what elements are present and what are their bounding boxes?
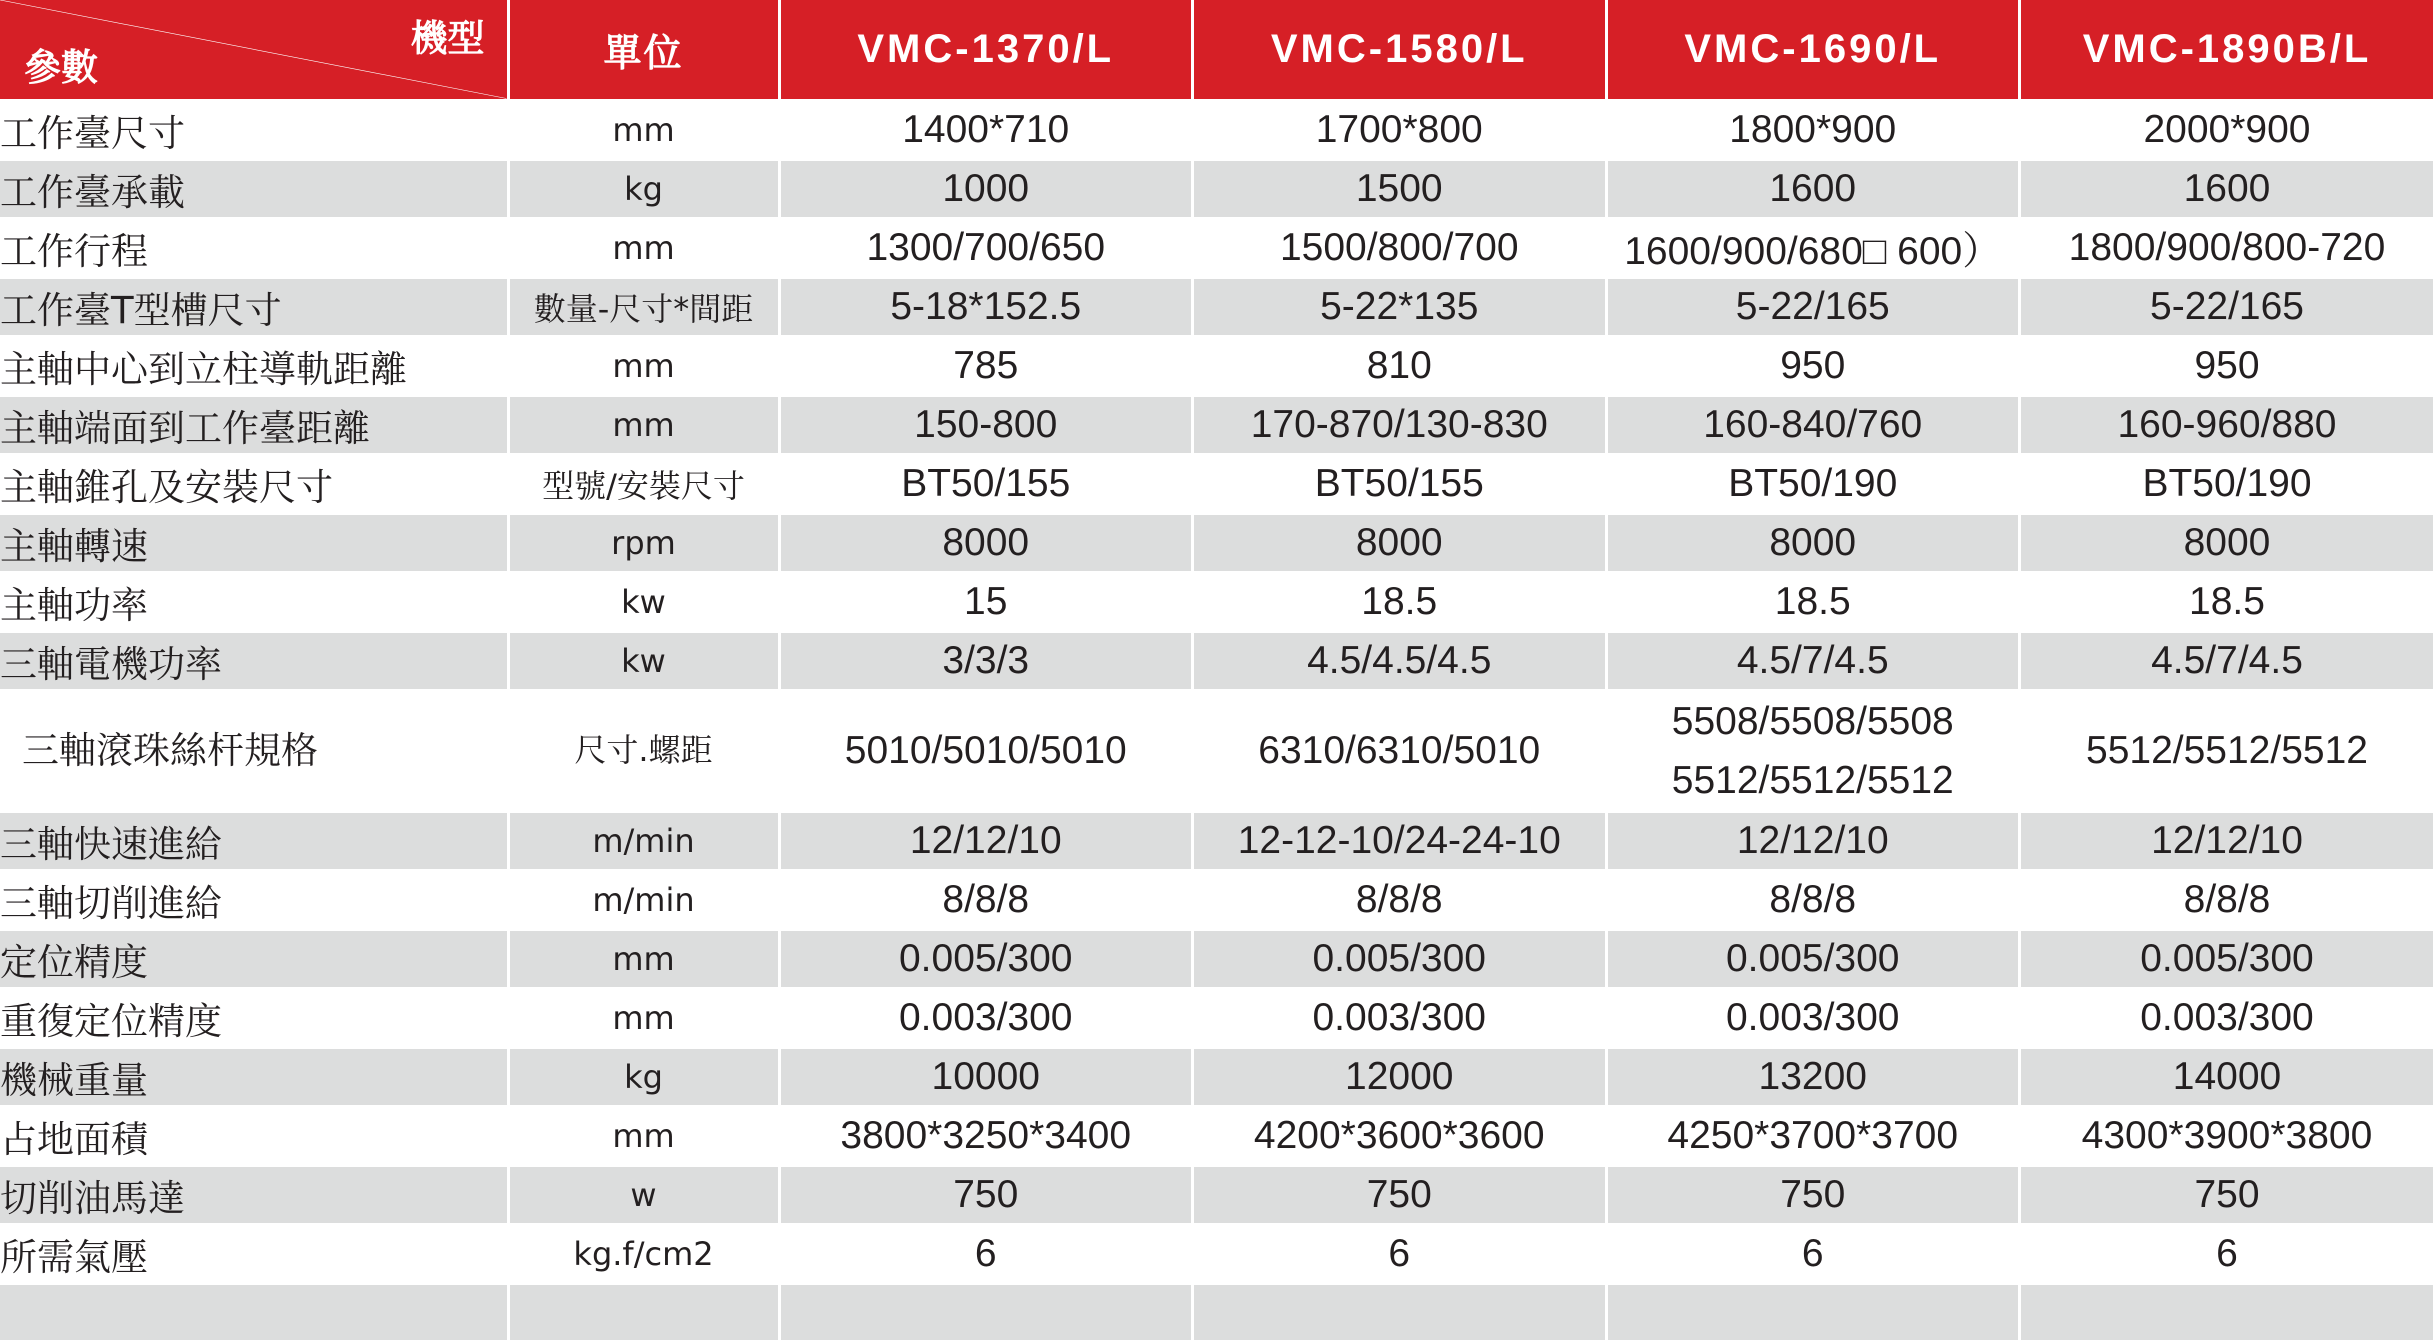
table-header: [0, 0, 2433, 100]
value-cell: 2000*900: [2020, 100, 2433, 159]
value-cell: 12000: [1193, 1047, 1607, 1106]
unit-cell: rpm: [508, 513, 779, 572]
value-cell: 1700*800: [1193, 100, 1607, 159]
value-cell: 5512/5512/5512: [2020, 690, 2433, 811]
value-cell: 4300*3900*3800: [2020, 1106, 2433, 1165]
param-label: 工作行程: [0, 218, 508, 277]
value-cell: 8000: [1193, 513, 1607, 572]
value-cell: 950: [1606, 336, 2020, 395]
param-label: 工作臺承載: [0, 159, 508, 218]
unit-cell: mm: [508, 929, 779, 988]
value-cell: 5-22/165: [1606, 277, 2020, 336]
header-row: [0, 0, 2433, 100]
value-cell: 6: [2020, 1224, 2433, 1283]
value-cell: 0.003/300: [1193, 988, 1607, 1047]
value-cell: 160-960/880: [2020, 395, 2433, 454]
value-cell: 12/12/10: [779, 811, 1193, 870]
value-cell: 0.005/300: [779, 929, 1193, 988]
value-cell: BT50/155: [1193, 454, 1607, 513]
value-cell: 1400*710: [779, 100, 1193, 159]
value-cell: 8/8/8: [1606, 870, 2020, 929]
value-cell: 4200*3600*3600: [1193, 1106, 1607, 1165]
model-header-vmc-1580: VMC-1580/L: [1193, 0, 1607, 100]
unit-column-header: 單位: [508, 0, 779, 100]
empty-cell: [2020, 1283, 2433, 1341]
value-cell: BT50/190: [1606, 454, 2020, 513]
param-label: 主軸端面到工作臺距離: [0, 395, 508, 454]
table-row: [0, 631, 2433, 690]
value-cell: 5-18*152.5: [779, 277, 1193, 336]
value-cell: 4.5/7/4.5: [2020, 631, 2433, 690]
value-cell: 8000: [2020, 513, 2433, 572]
value-cell: 0.003/300: [1606, 988, 2020, 1047]
param-label: 工作臺T型槽尺寸: [0, 277, 508, 336]
value-cell: 950: [2020, 336, 2433, 395]
corner-header-cell: [0, 0, 508, 100]
value-cell: 160-840/760: [1606, 395, 2020, 454]
value-cell: 6: [1193, 1224, 1607, 1283]
value-cell: 750: [779, 1165, 1193, 1224]
value-cell: 0.005/300: [1193, 929, 1607, 988]
unit-cell: w: [508, 1165, 779, 1224]
table-row: [0, 870, 2433, 929]
unit-cell: kg: [508, 1047, 779, 1106]
unit-cell: 型號/安裝尺寸: [508, 454, 779, 513]
empty-cell: [508, 1283, 779, 1341]
unit-cell: kw: [508, 572, 779, 631]
value-cell: 150-800: [779, 395, 1193, 454]
value-cell: 0.005/300: [2020, 929, 2433, 988]
value-cell: 18.5: [1193, 572, 1607, 631]
value-line: 5512/5512/5512: [1608, 751, 2019, 810]
value-cell: 8000: [779, 513, 1193, 572]
table-row: [0, 1224, 2433, 1283]
empty-cell: [1606, 1283, 2020, 1341]
table-row: [0, 572, 2433, 631]
param-label: 重復定位精度: [0, 988, 508, 1047]
value-cell: 1500: [1193, 159, 1607, 218]
value-cell: 6310/6310/5010: [1193, 690, 1607, 811]
unit-cell: 數量-尺寸*間距: [508, 277, 779, 336]
value-cell: 1800*900: [1606, 100, 2020, 159]
model-axis-label: 機型: [411, 8, 485, 62]
value-cell: 1500/800/700: [1193, 218, 1607, 277]
table-row: [0, 1165, 2433, 1224]
value-cell: 0.005/300: [1606, 929, 2020, 988]
value-cell: 170-870/130-830: [1193, 395, 1607, 454]
param-label: 占地面積: [0, 1106, 508, 1165]
param-label: 三軸電機功率: [0, 631, 508, 690]
unit-cell: m/min: [508, 811, 779, 870]
param-label: 所需氣壓: [0, 1224, 508, 1283]
value-line: 5508/5508/5508: [1608, 692, 2019, 751]
unit-cell: kw: [508, 631, 779, 690]
unit-cell: mm: [508, 1106, 779, 1165]
table-row: [0, 336, 2433, 395]
value-cell: 15: [779, 572, 1193, 631]
value-cell: 4250*3700*3700: [1606, 1106, 2020, 1165]
value-cell: 750: [2020, 1165, 2433, 1224]
value-cell: 0.003/300: [2020, 988, 2433, 1047]
value-cell: 1600/900/680□ 600）: [1606, 218, 2020, 277]
param-label: 定位精度: [0, 929, 508, 988]
value-cell: 8000: [1606, 513, 2020, 572]
param-label: 三軸切削進給: [0, 870, 508, 929]
param-label: 主軸功率: [0, 572, 508, 631]
value-cell: BT50/155: [779, 454, 1193, 513]
empty-cell: [1193, 1283, 1607, 1341]
value-cell: 750: [1193, 1165, 1607, 1224]
value-cell: 6: [779, 1224, 1193, 1283]
value-cell: 785: [779, 336, 1193, 395]
value-cell: 4.5/7/4.5: [1606, 631, 2020, 690]
table-row: [0, 454, 2433, 513]
value-cell: 5010/5010/5010: [779, 690, 1193, 811]
param-label: 主軸中心到立柱導軌距離: [0, 336, 508, 395]
value-cell: 14000: [2020, 1047, 2433, 1106]
table-row: [0, 100, 2433, 159]
value-cell: 1800/900/800-720: [2020, 218, 2433, 277]
model-header-vmc-1690: VMC-1690/L: [1606, 0, 2020, 100]
empty-cell: [779, 1283, 1193, 1341]
unit-cell: m/min: [508, 870, 779, 929]
table-row: [0, 1047, 2433, 1106]
value-cell: 10000: [779, 1047, 1193, 1106]
value-cell: 8/8/8: [2020, 870, 2433, 929]
param-label: 主軸錐孔及安裝尺寸: [0, 454, 508, 513]
table-body: [0, 100, 2433, 1341]
value-cell: 8/8/8: [1193, 870, 1607, 929]
parameter-axis-label: 參數: [24, 37, 98, 91]
value-cell: 1600: [1606, 159, 2020, 218]
value-cell: BT50/190: [2020, 454, 2433, 513]
table-row: [0, 929, 2433, 988]
value-cell: 3/3/3: [779, 631, 1193, 690]
param-label: 機械重量: [0, 1047, 508, 1106]
value-cell: 8/8/8: [779, 870, 1193, 929]
value-cell: 18.5: [2020, 572, 2433, 631]
value-cell: 810: [1193, 336, 1607, 395]
value-cell: 18.5: [1606, 572, 2020, 631]
table-row: [0, 218, 2433, 277]
param-label: 主軸轉速: [0, 513, 508, 572]
table-row: [0, 988, 2433, 1047]
value-cell: 6: [1606, 1224, 2020, 1283]
value-cell-multiline: [1606, 690, 2020, 811]
empty-row: [0, 1283, 2433, 1341]
param-label: 三軸快速進給: [0, 811, 508, 870]
value-cell: 5-22/165: [2020, 277, 2433, 336]
value-cell: 1600: [2020, 159, 2433, 218]
value-cell: 12/12/10: [2020, 811, 2433, 870]
value-cell: 12-12-10/24-24-10: [1193, 811, 1607, 870]
value-cell: 1000: [779, 159, 1193, 218]
table-row: [0, 811, 2433, 870]
value-cell: 4.5/4.5/4.5: [1193, 631, 1607, 690]
value-cell: 3800*3250*3400: [779, 1106, 1193, 1165]
unit-cell: mm: [508, 336, 779, 395]
table-row: [0, 1106, 2433, 1165]
unit-cell: mm: [508, 988, 779, 1047]
value-cell: 0.003/300: [779, 988, 1193, 1047]
param-label: 工作臺尺寸: [0, 100, 508, 159]
unit-cell: mm: [508, 218, 779, 277]
value-cell: 5-22*135: [1193, 277, 1607, 336]
table-row: [0, 159, 2433, 218]
unit-cell: 尺寸.螺距: [508, 690, 779, 811]
value-cell: 750: [1606, 1165, 2020, 1224]
table-row: [0, 395, 2433, 454]
param-label: 切削油馬達: [0, 1165, 508, 1224]
model-header-vmc-1890b: VMC-1890B/L: [2020, 0, 2433, 100]
table-row: [0, 690, 2433, 811]
model-header-vmc-1370: VMC-1370/L: [779, 0, 1193, 100]
empty-cell: [0, 1283, 508, 1341]
unit-cell: kg: [508, 159, 779, 218]
table-row: [0, 277, 2433, 336]
unit-cell: mm: [508, 100, 779, 159]
unit-cell: mm: [508, 395, 779, 454]
value-cell: 13200: [1606, 1047, 2020, 1106]
value-cell: 12/12/10: [1606, 811, 2020, 870]
value-cell: 1300/700/650: [779, 218, 1193, 277]
param-label: 三軸滾珠絲杆規格: [0, 690, 508, 811]
table-row: [0, 513, 2433, 572]
unit-cell: kg.f/cm2: [508, 1224, 779, 1283]
